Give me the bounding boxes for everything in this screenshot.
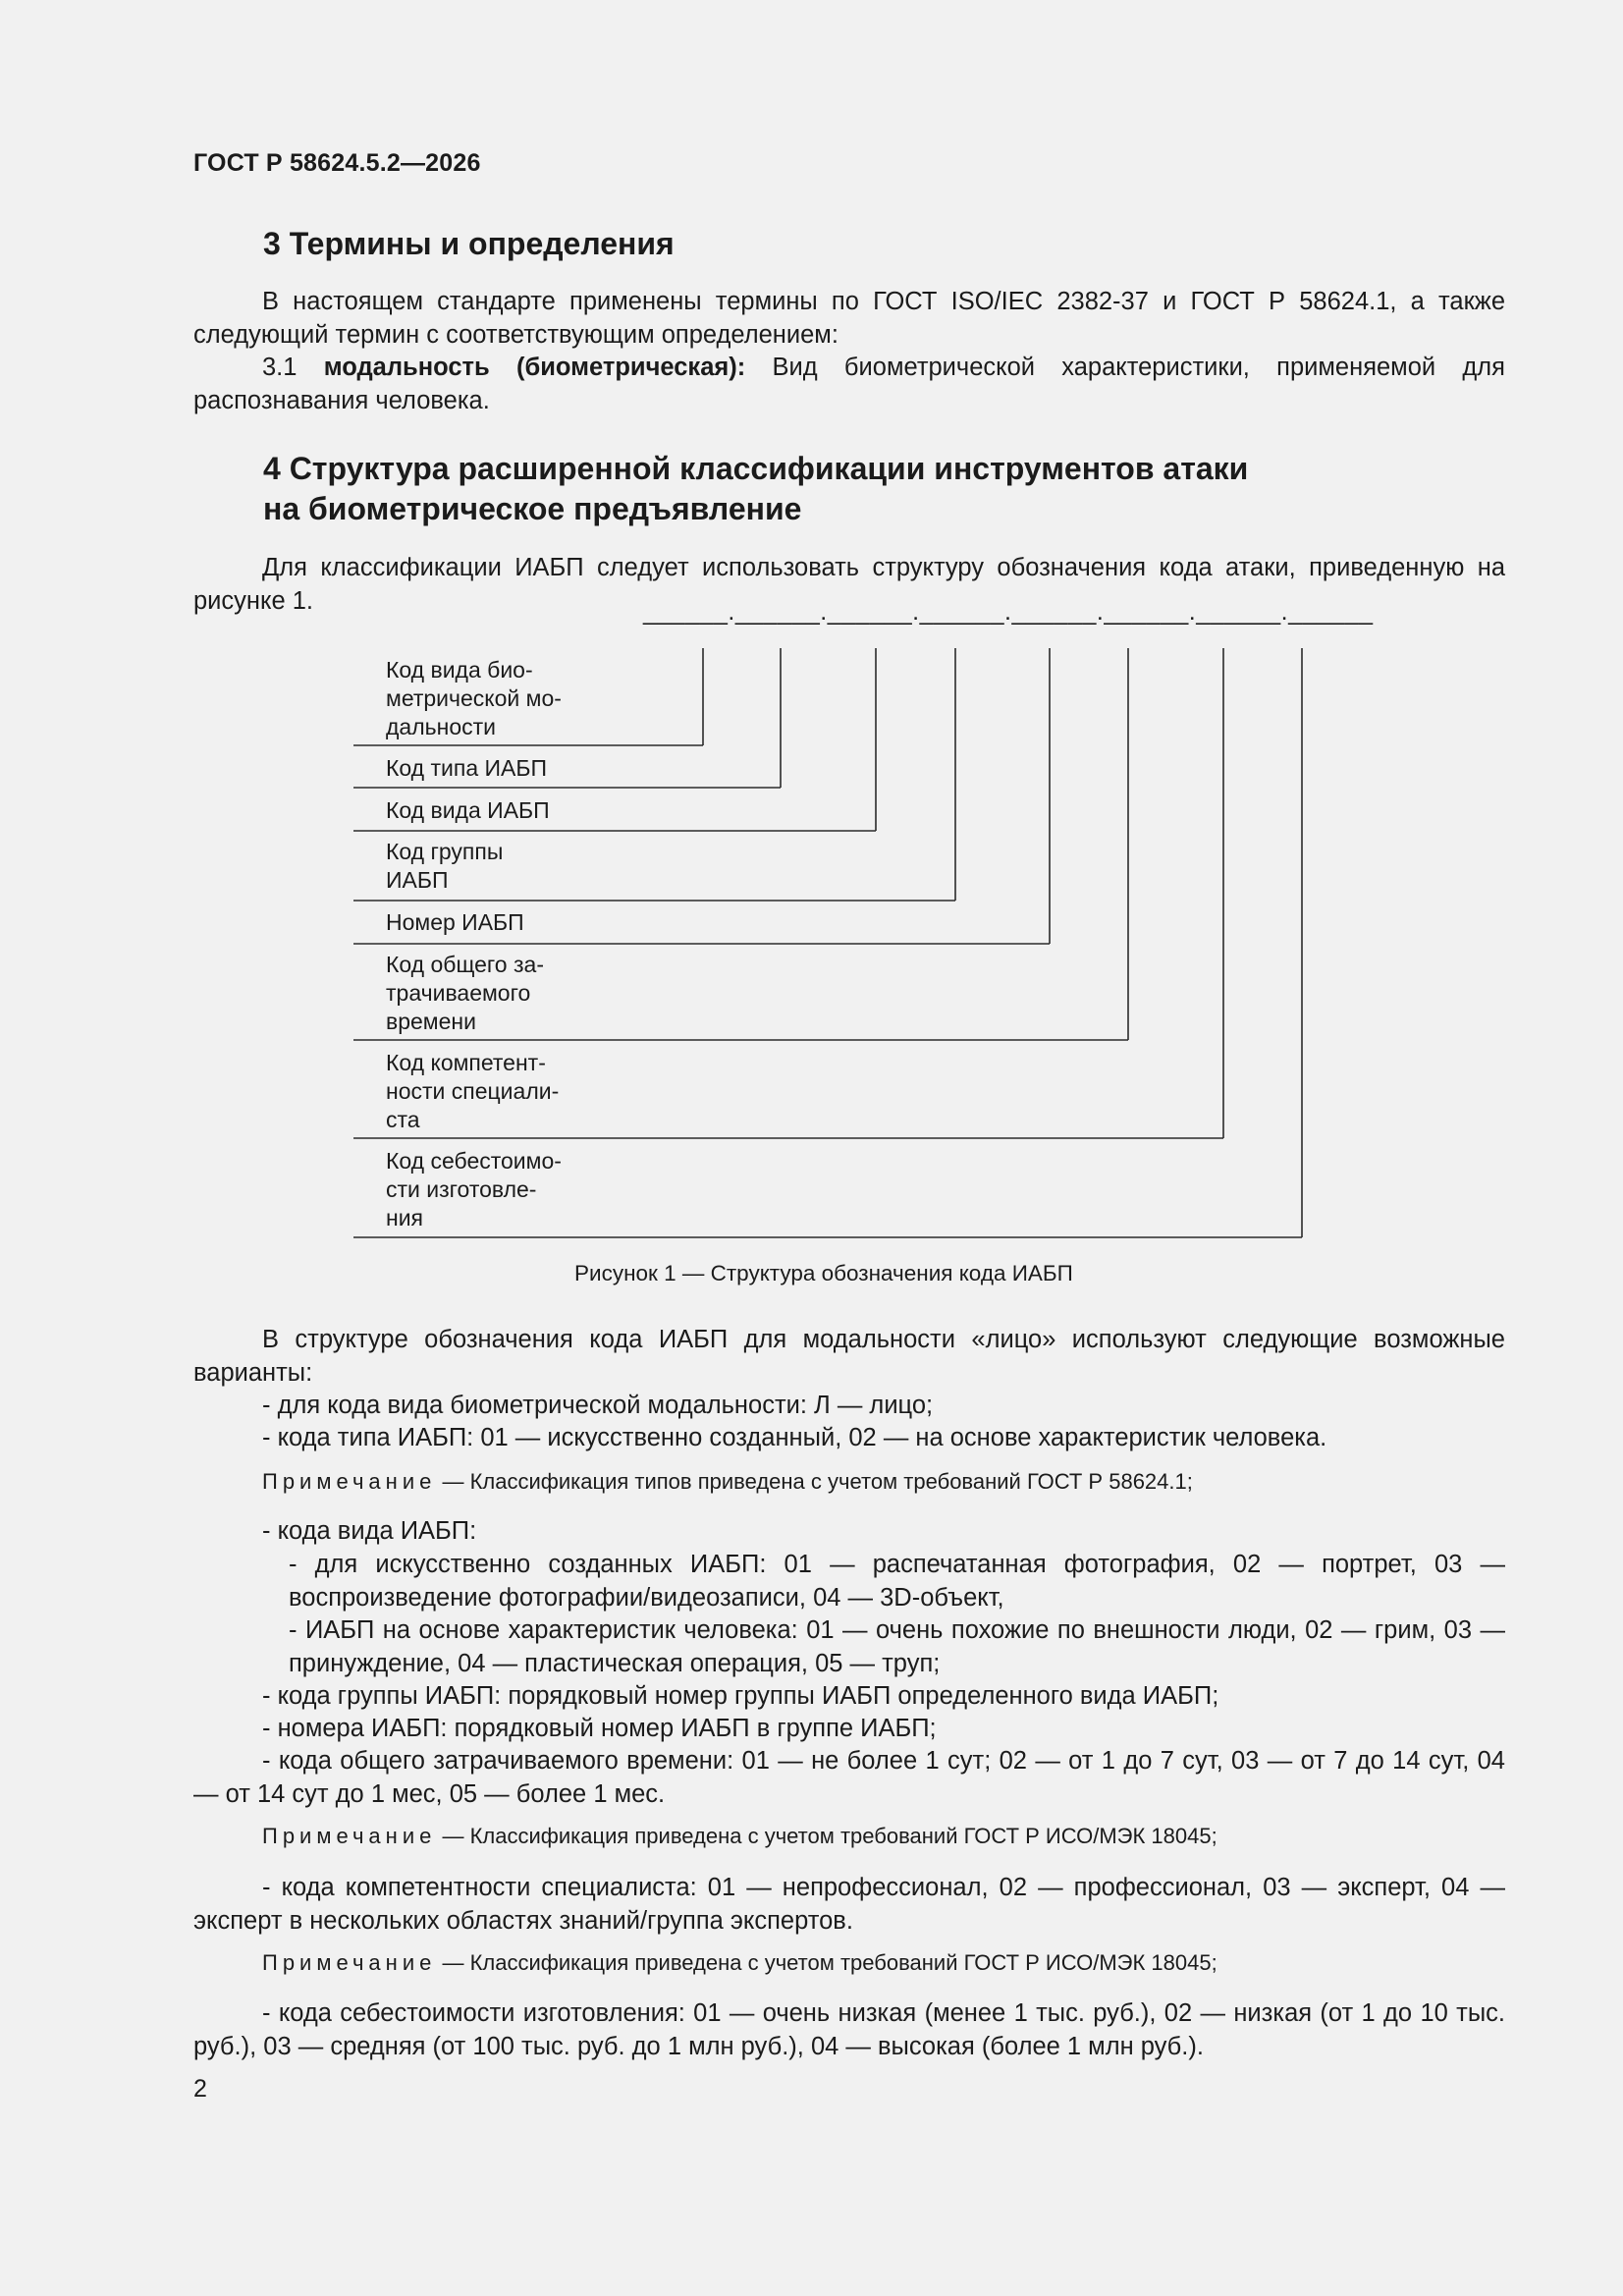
list-item-type: - кода типа ИАБП: 01 — искусственно созданный, 02 — на основе характеристик человека. — [262, 1424, 1327, 1451]
document-code-header: ГОСТ Р 58624.5.2—2026 — [193, 149, 481, 177]
section-4-heading-line1: 4 Структура расширенной классификации инструментов атаки — [263, 451, 1249, 486]
label-cost-code — [386, 1147, 562, 1232]
paragraph-variants: В структуре обозначения кода ИАБП для модальности «лицо» используют следующие возможные варианты: — [193, 1326, 1505, 1387]
label-line: Код себестоимо- — [386, 1148, 562, 1174]
label-expertise-code — [386, 1049, 559, 1134]
label-line: Код компетент- — [386, 1050, 546, 1075]
note-1 — [262, 1467, 1193, 1497]
note-label: Примечание — [262, 1950, 437, 1975]
note-text: — Классификация приведена с учетом требований ГОСТ Р ИСО/МЭК 18045; — [436, 1950, 1217, 1975]
label-line: ния — [386, 1205, 424, 1230]
list-item-cost: - кода себестоимости изготовления: 01 — очень низкая (менее 1 тыс. руб.), 02 — низкая (от 1 до 10 тыс. руб.), 03 — средняя (от 100 тыс. руб. до 1 млн руб.), 04 — высокая (более 1 млн руб.). — [193, 1999, 1505, 2060]
list-item-time: - кода общего затрачиваемого времени: 01 — не более 1 сут; 02 — от 1 до 7 сут, 03 — от 7 до 14 сут, 04 — от 14 сут до 1 мес, 05 — более 1 мес. — [193, 1747, 1505, 1808]
page-number: 2 — [193, 2075, 207, 2103]
note-3 — [262, 1948, 1217, 1978]
note-label: Примечание — [262, 1469, 437, 1494]
label-line: Код вида био- — [386, 657, 533, 683]
label-line: Код типа ИАБП — [386, 755, 548, 781]
note-text: — Классификация приведена с учетом требований ГОСТ Р ИСО/МЭК 18045; — [436, 1824, 1217, 1848]
section-3-intro: В настоящем стандарте применены термины по ГОСТ ISO/IEC 2382-37 и ГОСТ Р 58624.1, а также следующий термин с соответствующим определением: — [193, 288, 1505, 349]
label-line: трачиваемого — [386, 980, 531, 1006]
section-4-intro: Для классификации ИАБП следует использовать структуру обозначения кода атаки, приведенную на рисунке 1. — [193, 554, 1505, 615]
label-line: метрической мо- — [386, 685, 562, 711]
section-4-heading-line2: на биометрическое предъявление — [263, 491, 802, 526]
term-number: 3.1 — [262, 354, 324, 381]
list-item-expertise: - кода компетентности специалиста: 01 — непрофессионал, 02 — профессионал, 03 — эксперт, 04 — эксперт в нескольких областях знаний/группа экспертов. — [193, 1874, 1505, 1935]
label-modality-code — [386, 656, 562, 741]
term-name: модальность (биометрическая): — [323, 354, 746, 381]
label-line: Код вида ИАБП — [386, 797, 550, 823]
label-line: дальности — [386, 714, 496, 739]
list-item-number: - номера ИАБП: порядковый номер ИАБП в группе ИАБП; — [262, 1715, 937, 1742]
label-line: сти изготовле- — [386, 1176, 537, 1202]
list-item-modality: - для кода вида биометрической модальности: Л — лицо; — [262, 1392, 934, 1419]
note-text: — Классификация типов приведена с учетом требований ГОСТ Р 58624.1; — [436, 1469, 1193, 1494]
list-item-kind: - кода вида ИАБП: — [262, 1517, 477, 1545]
section-3-heading: 3 Термины и определения — [263, 226, 675, 261]
label-time-code — [386, 951, 544, 1036]
label-line: ИАБП — [386, 867, 449, 893]
label-number — [386, 908, 524, 937]
figure-caption: Рисунок 1 — Структура обозначения кода ИАБП — [574, 1261, 1073, 1285]
label-type-code — [386, 754, 547, 783]
note-label: Примечание — [262, 1824, 437, 1848]
code-template: ______.______.______.______.______.______.______.______ — [643, 598, 1374, 626]
label-group-code — [386, 838, 503, 895]
label-line: ности специали- — [386, 1078, 560, 1104]
list-subitem-artificial: - для искусственно созданных ИАБП: 01 — распечатанная фотография, 02 — портрет, 03 — воспроизведение фотографии/видеозаписи, 04 — 3D-объект, — [289, 1551, 1505, 1612]
list-subitem-human: - ИАБП на основе характеристик человека: 01 — очень похожие по внешности люди, 02 — грим, 03 — принуждение, 04 — пластическая операция, 05 — труп; — [289, 1616, 1505, 1677]
term-definition-text: Вид биометрической характеристики, применяемой для распознавания человека. — [193, 354, 1505, 414]
label-line: Код группы — [386, 839, 504, 864]
label-line: ста — [386, 1107, 420, 1132]
label-line: Номер ИАБП — [386, 909, 524, 935]
label-line: времени — [386, 1009, 476, 1034]
note-2 — [262, 1822, 1217, 1851]
label-line: Код общего за- — [386, 952, 544, 977]
list-item-group: - кода группы ИАБП: порядковый номер группы ИАБП определенного вида ИАБП; — [262, 1682, 1219, 1710]
label-kind-code — [386, 796, 550, 825]
